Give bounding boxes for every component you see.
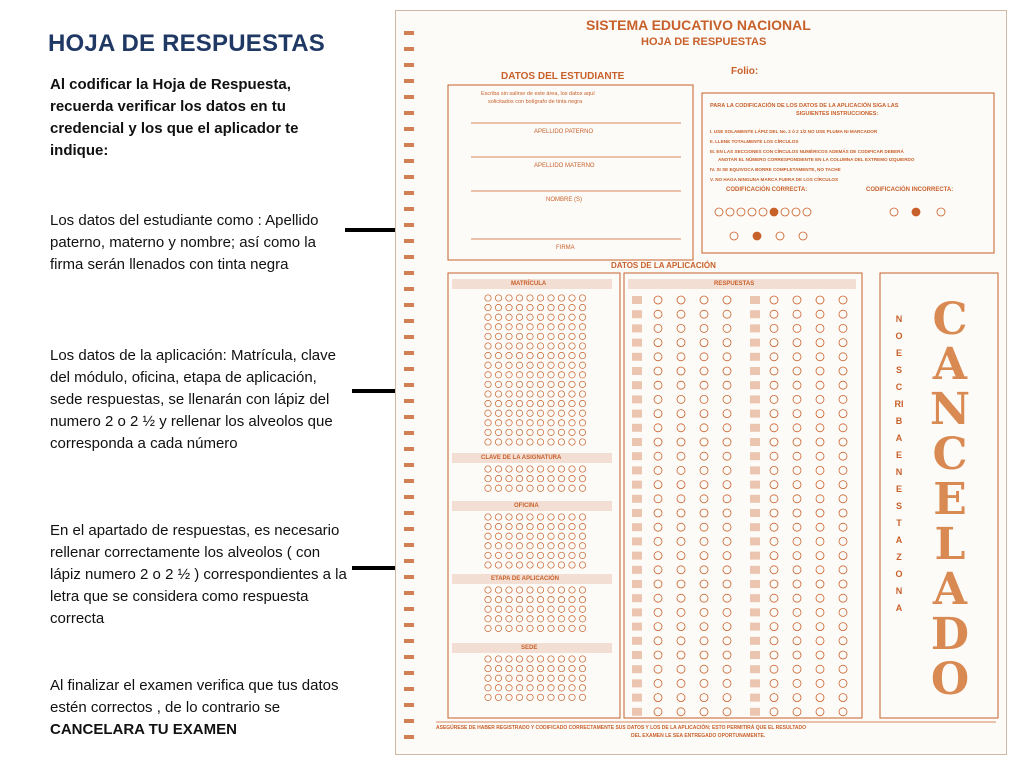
slide-title: HOJA DE RESPUESTAS (48, 30, 325, 57)
clave-label: CLAVE DE LA ASIGNATURA (481, 455, 562, 461)
nombre-label: NOMBRE (S) (546, 197, 582, 203)
final-warning-text (50, 675, 350, 741)
instructions-title-1: PARA LA CODIFICACIÓN DE LOS DATOS DE LA APLICACIÓN SIGA LAS (710, 103, 899, 109)
instructions-title-2: SIGUIENTES INSTRUCCIONES: (796, 111, 879, 117)
answers-text: En el apartado de respuestas, es necesario rellenar correctamente los alveolos ( con lápiz numero 2 o 2 ½ ) correspondientes a la letra que se considera como respuesta correcta (50, 522, 347, 627)
no-escriba-label: NO ESCRIBA EN ESTA ZONA (894, 314, 904, 613)
form-sheet-title: HOJA DE RESPUESTAS (641, 36, 767, 48)
final-warning-prefix: Al finalizar el examen verifica que tus datos estén correctos , de lo contrario se (50, 677, 339, 716)
student-data-text: Los datos del estudiante como : Apellido paterno, materno y nombre; así como la firma serán llenados con tinta negra (50, 212, 319, 273)
student-header: DATOS DEL ESTUDIANTE (501, 71, 625, 82)
answer-sheet-image (395, 10, 1007, 755)
apellido-paterno-label: APELLIDO PATERNO (534, 129, 594, 135)
firma-label: FIRMA (556, 245, 575, 251)
incorrect-coding-label: CODIFICACIÓN INCORRECTA: (866, 187, 954, 193)
final-warning-emphasis: CANCELARA TU EXAMEN (50, 721, 237, 738)
application-data-text: Los datos de la aplicación: Matrícula, clave del módulo, oficina, etapa de aplicación, sede respuestas, se llenarán con lápiz del numero 2 o 2 ½ y rellenar los alveolos que corresponda a cada número (50, 347, 336, 452)
instruction-5: V. NO HAGA NINGUNA MARCA FUERA DE LOS CÍRCULOS (710, 177, 839, 182)
respuestas-label: RESPUESTAS (714, 281, 755, 287)
matricula-label: MATRÍCULA (511, 281, 547, 287)
answer-sheet-drawing (396, 11, 1007, 755)
student-note-1: Escriba sin salirse de este área, los datos aquí (481, 91, 595, 97)
instruction-4: IV. SI SE EQUIVOCA BORRE COMPLETAMENTE, NO TACHE (710, 167, 841, 172)
sede-label: SEDE (521, 645, 538, 651)
oficina-label: OFICINA (514, 503, 539, 509)
instruction-3b: ANOTAR EL NÚMERO CORRESPONDIENTE EN LA COLUMNA DEL EXTREMO IZQUIERDO (718, 157, 915, 162)
student-note-2: solicitados con bolígrafo de tinta negra (488, 99, 583, 105)
form-folio: Folio: (731, 66, 759, 77)
footer-line-2: DEL EXAMEN LE SEA ENTREGADO OPORTUNAMENTE. (631, 733, 766, 739)
application-header: DATOS DE LA APLICACIÓN (611, 261, 716, 270)
instruction-3: III. EN LAS SECCIONES CON CÍRCULOS NUMÉRICOS ADEMÁS DE CODIFICAR DEBERÁ (710, 149, 904, 154)
correct-coding-label: CODIFICACIÓN CORRECTA: (726, 187, 808, 193)
instruction-1: I. USE SOLAMENTE LÁPIZ DEL No. 2 ó 2 1/2 NO USE PLUMA NI MARCADOR (710, 129, 878, 134)
instruction-2: II. LLENE TOTALMENTE LOS CÍRCULOS (710, 139, 799, 144)
etapa-label: ETAPA DE APLICACIÓN (491, 576, 560, 582)
cancelado-stamp: CANCELADO (929, 294, 971, 705)
apellido-materno-label: APELLIDO MATERNO (534, 163, 595, 169)
footer-line-1: ASEGÚRESE DE HABER REGISTRADO Y CODIFICADO CORRECTAMENTE SUS DATOS Y LOS DE LA APLICACIÓN; ESTO PERMITIRÁ QUE EL RESULTADO (436, 725, 807, 731)
intro-text: Al codificar la Hoja de Respuesta, recuerda verificar los datos en tu credencial y los que el aplicador te indique: (50, 76, 299, 159)
form-system-title: SISTEMA EDUCATIVO NACIONAL (586, 17, 811, 33)
